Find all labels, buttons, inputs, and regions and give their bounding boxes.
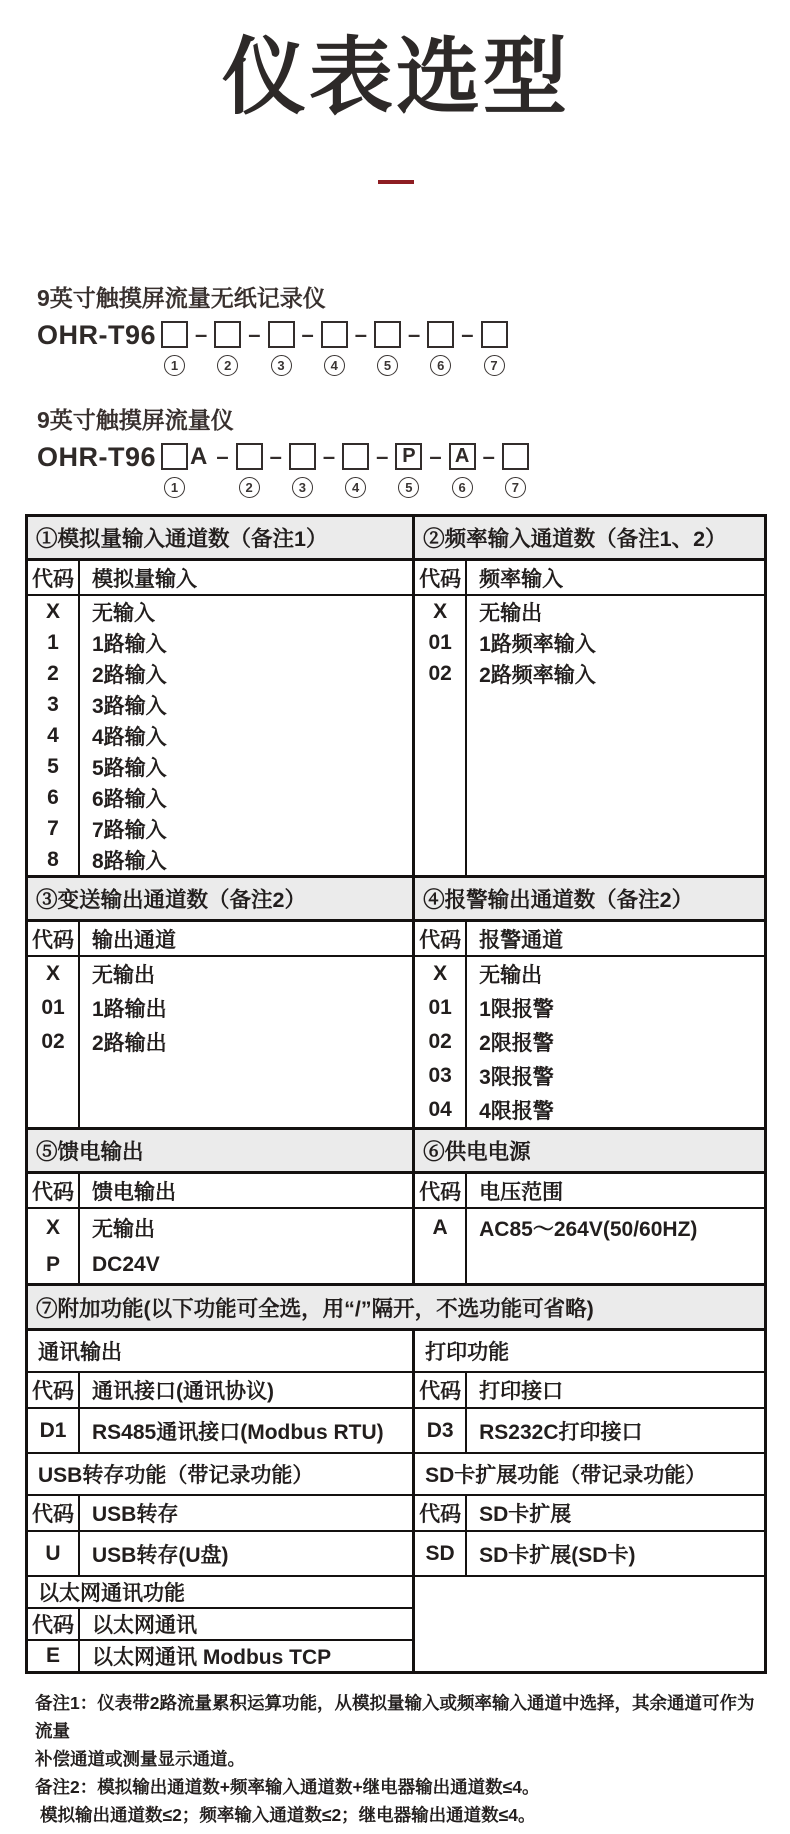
desc-cell: 4限报警 — [479, 1100, 554, 1123]
model-1-code-line — [37, 321, 767, 376]
code-cell: 04 — [428, 1098, 452, 1121]
section-4-header: ④报警输出通道数（备注2） — [415, 878, 764, 922]
page-title: 仪表选型 — [221, 30, 570, 124]
desc-cell: 以太网通讯 Modbus TCP — [92, 1646, 332, 1669]
description-column-header: 报警通道 — [479, 928, 564, 952]
column-header-row — [415, 1174, 764, 1209]
description-column — [80, 596, 412, 875]
desc-cell: 7路输入 — [92, 818, 167, 842]
desc-cell: 8路输入 — [92, 849, 167, 873]
code-cell: SD — [415, 1532, 467, 1575]
code-column-header: 代码 — [415, 1174, 467, 1207]
description-column — [467, 957, 764, 1127]
description-column — [467, 596, 764, 875]
code-cell: 3 — [47, 692, 59, 716]
code-column-header: 代码 — [415, 561, 467, 594]
column-header-row — [28, 1174, 412, 1209]
section-feed-power — [28, 1130, 764, 1286]
desc-cell: 1路频率输入 — [479, 632, 596, 656]
note-line: 备注1：仪表带2路流量累积运算功能，从模拟量输入或频率输入通道中选择，其余通道可作为流量 — [35, 1693, 755, 1741]
description-column — [467, 1209, 764, 1283]
description-column — [80, 957, 412, 1127]
description-column-header: 模拟量输入 — [92, 567, 197, 591]
model-2-code-line — [37, 443, 767, 498]
print-band-label: 打印功能 — [425, 1341, 510, 1364]
dash-separator: – — [301, 322, 314, 347]
dash-separator: – — [195, 322, 208, 347]
desc-cell: 3路输入 — [92, 694, 167, 718]
desc-cell: 无输入 — [92, 601, 155, 625]
model-slot-box — [374, 321, 401, 348]
model-1-label: 9英寸触摸屏流量无纸记录仪 — [37, 285, 326, 311]
code-cell: 01 — [428, 996, 452, 1019]
usb-band-label: USB转存功能（带记录功能） — [38, 1464, 314, 1487]
comm-band-label: 通讯输出 — [38, 1341, 122, 1364]
model-slot-box — [268, 321, 295, 348]
desc-cell: 无输出 — [92, 1217, 155, 1241]
code-column — [28, 1209, 80, 1283]
dash-separator: – — [461, 322, 474, 347]
description-column — [80, 1209, 412, 1283]
code-cell: 02 — [428, 1030, 452, 1053]
desc-cell: 1路输入 — [92, 632, 167, 656]
model-slot-box — [236, 443, 263, 470]
dash-separator: – — [248, 322, 261, 347]
section-7-header: ⑦附加功能(以下功能可全选，用“/”隔开，不选功能可省略) — [28, 1286, 764, 1331]
position-number-badge: 6 — [452, 477, 473, 498]
section-2-header: ②频率输入通道数（备注1、2） — [415, 517, 764, 561]
code-cell: E — [28, 1641, 80, 1671]
code-column-header: 代码 — [28, 922, 80, 955]
code-cell: D1 — [28, 1409, 80, 1452]
code-cell: 03 — [428, 1064, 452, 1087]
desc-cell: 无输出 — [479, 601, 543, 625]
code-cell: X — [433, 599, 448, 623]
description-column-header: USB转存 — [92, 1503, 179, 1526]
code-cell: 5 — [47, 754, 59, 778]
desc-cell: 无输出 — [92, 964, 155, 987]
note-line: 备注2：模拟输出通道数+频率输入通道数+继电器输出通道数≤4。 — [35, 1777, 540, 1797]
section-5-header: ⑤馈电输出 — [28, 1130, 412, 1174]
description-column-header: 输出通道 — [92, 928, 176, 952]
description-column-header: 馈电输出 — [92, 1180, 176, 1204]
section-transmit-alarm — [28, 878, 764, 1130]
model-slot — [161, 321, 188, 376]
position-number-badge: 7 — [505, 477, 526, 498]
code-cell: 2 — [47, 661, 59, 685]
model-slot-box — [502, 443, 529, 470]
model-slot — [502, 443, 529, 498]
section-addon-functions — [28, 1286, 764, 1671]
code-cell: 7 — [47, 816, 59, 840]
position-number-badge: 5 — [377, 355, 398, 376]
desc-cell: AC85～264V(50/60HZ) — [479, 1217, 698, 1241]
band-row — [28, 1331, 764, 1373]
data-row — [28, 1532, 764, 1577]
code-column — [415, 1209, 467, 1283]
model-slot — [289, 443, 316, 498]
position-number-badge: 6 — [430, 355, 451, 376]
dash-separator: – — [322, 444, 336, 469]
model-slot — [481, 321, 508, 376]
position-number-badge: 4 — [324, 355, 345, 376]
description-column-header: 电压范围 — [479, 1180, 564, 1204]
desc-cell: SD卡扩展(SD卡) — [479, 1543, 636, 1567]
dash-separator: – — [354, 322, 368, 347]
desc-cell: 2限报警 — [479, 1032, 554, 1055]
code-column — [28, 957, 80, 1127]
desc-cell: USB转存(U盘) — [92, 1543, 229, 1567]
desc-cell: 5路输入 — [92, 756, 167, 780]
empty-cell — [415, 1577, 764, 1671]
code-column-header: 代码 — [28, 1496, 80, 1530]
note-line: 补偿通道或测量显示通道。 — [35, 1749, 245, 1769]
code-cell: X — [45, 599, 60, 623]
sd-band-label: SD卡扩展功能（带记录功能） — [425, 1464, 707, 1487]
desc-cell: RS485通讯接口(Modbus RTU) — [92, 1420, 384, 1444]
footnotes — [35, 1689, 767, 1829]
code-cell: X — [433, 962, 448, 985]
desc-cell: 2路输出 — [92, 1032, 167, 1055]
code-column-header: 代码 — [28, 1174, 80, 1207]
dash-separator: – — [482, 444, 495, 469]
column-header-row — [28, 1373, 764, 1409]
model-prefix: OHR-T96 — [37, 441, 157, 472]
desc-cell: 4路输入 — [92, 725, 167, 749]
column-header-row — [28, 1496, 764, 1532]
code-cell: D3 — [415, 1409, 467, 1452]
desc-cell: 1路输出 — [92, 998, 167, 1021]
column-header-row — [415, 561, 764, 596]
position-number-badge: 3 — [292, 477, 313, 498]
desc-cell: RS232C打印接口 — [479, 1420, 643, 1444]
model-slot — [236, 443, 263, 498]
note-line: 模拟输出通道数≤2；频率输入通道数≤2；继电器输出通道数≤4。 — [40, 1805, 536, 1825]
code-cell: X — [45, 1215, 60, 1239]
model-2-label: 9英寸触摸屏流量仪 — [37, 407, 234, 433]
data-row — [28, 1409, 764, 1454]
code-cell: 1 — [47, 630, 59, 654]
section-analog-frequency — [28, 517, 764, 878]
model-slot — [214, 321, 241, 376]
position-number-badge: 1 — [164, 355, 185, 376]
code-cell: P — [45, 1252, 60, 1276]
code-cell: 8 — [47, 847, 59, 871]
column-header-row — [28, 561, 412, 596]
description-column-header: 频率输入 — [479, 567, 564, 591]
description-column-header: 以太网通讯 — [92, 1614, 197, 1637]
code-cell: 01 — [41, 996, 65, 1019]
desc-cell: DC24V — [92, 1252, 160, 1276]
code-column — [415, 957, 467, 1127]
code-cell: X — [45, 962, 60, 985]
model-slot — [161, 443, 188, 498]
band-row — [28, 1454, 764, 1496]
section-6-header: ⑥供电电源 — [415, 1130, 764, 1174]
model-slot — [374, 321, 401, 376]
model-slot — [321, 321, 348, 376]
title-underline-decoration — [378, 180, 414, 184]
code-cell: A — [432, 1215, 448, 1239]
model-slot-box — [321, 321, 348, 348]
dash-separator: – — [216, 444, 229, 469]
model-slot-box — [427, 321, 454, 348]
dash-separator: – — [376, 444, 389, 469]
model-slot-box: P — [395, 443, 422, 470]
column-header-row — [415, 922, 764, 957]
position-number-badge: 2 — [239, 477, 260, 498]
code-cell: 02 — [428, 661, 452, 685]
position-number-badge: 3 — [271, 355, 292, 376]
model-slot-box: A — [449, 443, 476, 470]
selection-table — [25, 514, 767, 1674]
code-cell: 4 — [47, 723, 59, 747]
ethernet-rows — [28, 1577, 764, 1671]
code-column-header: 代码 — [28, 1373, 80, 1407]
code-column — [415, 596, 467, 875]
dash-separator: – — [429, 444, 442, 469]
description-column-header: 通讯接口(通讯协议) — [92, 1380, 274, 1403]
model-slot — [395, 443, 422, 498]
code-cell: 01 — [428, 630, 452, 654]
ethernet-band-label: 以太网通讯功能 — [28, 1577, 412, 1609]
column-header-row — [28, 922, 412, 957]
code-column-header: 代码 — [415, 922, 467, 955]
model-slot-box — [289, 443, 316, 470]
model-fixed-char: A — [190, 443, 208, 470]
section-1-header: ①模拟量输入通道数（备注1） — [28, 517, 412, 561]
dash-separator: – — [408, 322, 421, 347]
position-number-badge: 4 — [345, 477, 366, 498]
position-number-badge: 1 — [164, 477, 185, 498]
code-column-header: 代码 — [28, 1609, 80, 1639]
code-column-header: 代码 — [28, 561, 80, 594]
code-column — [28, 596, 80, 875]
description-column-header: SD卡扩展 — [479, 1503, 572, 1526]
model-slot-box — [161, 321, 188, 348]
dash-separator: – — [269, 444, 282, 469]
code-cell: 02 — [41, 1030, 65, 1053]
model-code-area — [37, 280, 767, 498]
model-prefix: OHR-T96 — [37, 319, 157, 350]
desc-cell: 1限报警 — [479, 998, 554, 1021]
model-slot — [449, 443, 476, 498]
section-3-header: ③变送输出通道数（备注2） — [28, 878, 412, 922]
model-slot-box — [161, 443, 188, 470]
code-column-header: 代码 — [415, 1496, 467, 1530]
position-number-badge: 2 — [217, 355, 238, 376]
model-slot-box — [214, 321, 241, 348]
description-column-header: 打印接口 — [479, 1380, 564, 1403]
model-slot — [342, 443, 369, 498]
code-cell: 6 — [47, 785, 59, 809]
position-number-badge: 5 — [398, 477, 419, 498]
position-number-badge: 7 — [484, 355, 505, 376]
model-slot — [268, 321, 295, 376]
desc-cell: 3限报警 — [479, 1066, 554, 1089]
code-cell: U — [28, 1532, 80, 1575]
model-slot-box — [481, 321, 508, 348]
code-column-header: 代码 — [415, 1373, 467, 1407]
model-slot — [427, 321, 454, 376]
model-slot-box — [342, 443, 369, 470]
desc-cell: 无输出 — [479, 964, 543, 987]
desc-cell: 2路频率输入 — [479, 663, 596, 687]
desc-cell: 6路输入 — [92, 787, 167, 811]
desc-cell: 2路输入 — [92, 663, 167, 687]
